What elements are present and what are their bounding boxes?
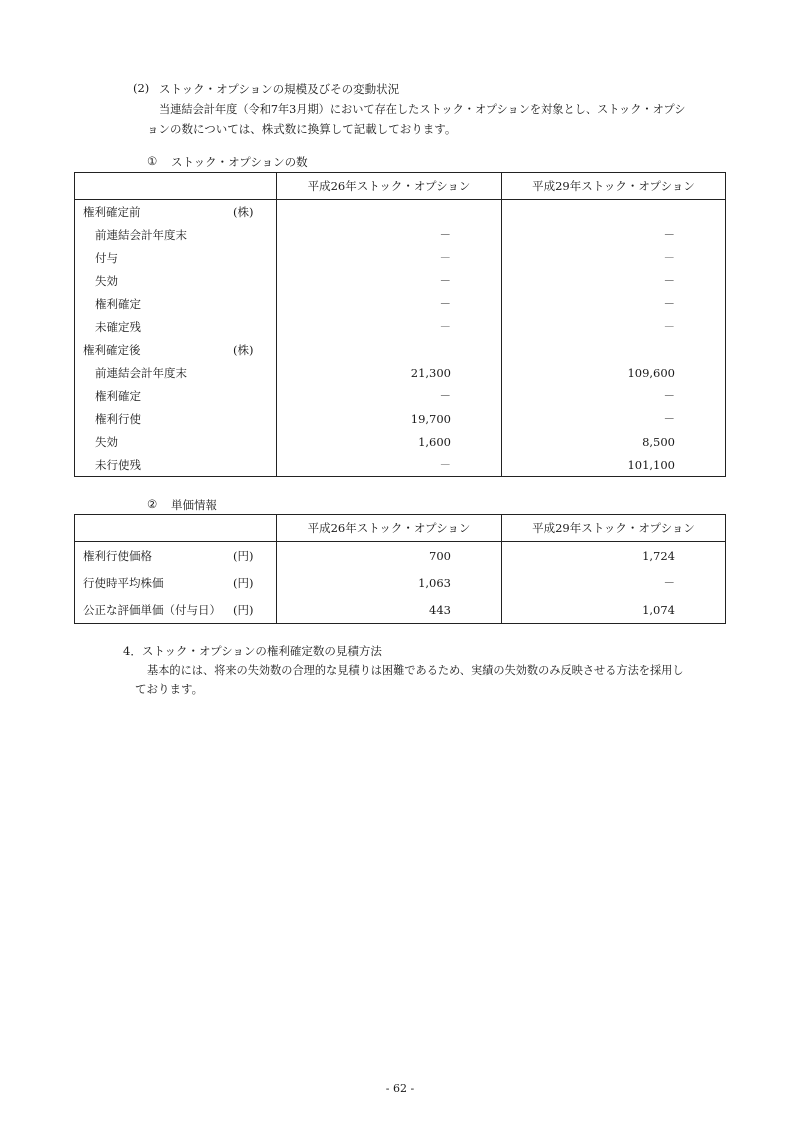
row-label: 権利確定 — [95, 388, 141, 403]
row-label: 前連結会計年度末 — [95, 227, 187, 242]
table2-title-number: ② — [147, 497, 158, 511]
section4-paragraph-line1: 基本的には、将来の失効数の合理的な見積りは困難であるため、実績の失効数のみ反映させる方法を採用し — [147, 664, 684, 677]
table-row — [75, 361, 726, 384]
cell-value: 1,600 — [277, 430, 502, 453]
cell-value: 1,074 — [502, 596, 726, 624]
row-label: 権利行使価格 — [83, 548, 152, 563]
section-paragraph-line1: 当連結会計年度（令和7年3月期）において存在したストック・オプションを対象とし、ストック・オプシ — [159, 103, 686, 116]
table-row — [75, 292, 726, 315]
cell-value — [277, 200, 502, 224]
row-unit: (円) — [233, 602, 254, 617]
row-unit: (円) — [233, 548, 254, 563]
table-row — [75, 596, 726, 624]
cell-value: 19,700 — [277, 407, 502, 430]
row-unit: (株) — [233, 342, 254, 357]
stock-option-count-table — [74, 172, 726, 477]
page-number: - 62 - — [385, 1082, 415, 1095]
row-label: 公正な評価単価（付与日） — [83, 602, 221, 617]
table-row — [75, 223, 726, 246]
table-row — [75, 542, 726, 570]
section4-paragraph-line2: ております。 — [135, 682, 204, 696]
row-label: 前連結会計年度末 — [95, 365, 187, 380]
cell-value: － — [277, 315, 502, 338]
cell-value: 443 — [277, 596, 502, 624]
table-header-row — [75, 515, 726, 542]
row-label: 権利確定前 — [83, 204, 141, 219]
row-label: 権利確定後 — [83, 342, 141, 357]
table-row — [75, 338, 726, 361]
cell-value: － — [502, 269, 726, 292]
row-label: 行使時平均株価 — [83, 575, 164, 590]
cell-value: － — [277, 269, 502, 292]
table-row — [75, 246, 726, 269]
table-row — [75, 453, 726, 477]
header-blank-cell — [75, 515, 277, 542]
row-label: 権利確定 — [95, 296, 141, 311]
unit-price-table — [74, 514, 726, 624]
row-unit: (株) — [233, 204, 254, 219]
table-header-row — [75, 173, 726, 200]
row-unit: (円) — [233, 575, 254, 590]
row-label: 未行使残 — [95, 457, 141, 472]
cell-value: － — [502, 246, 726, 269]
cell-value — [277, 338, 502, 361]
column-header-h26: 平成26年ストック・オプション — [277, 515, 502, 542]
header-blank-cell — [75, 173, 277, 200]
cell-value: 109,600 — [502, 361, 726, 384]
cell-value: － — [277, 453, 502, 477]
table-row — [75, 269, 726, 292]
table-row — [75, 569, 726, 596]
row-label: 失効 — [95, 273, 118, 288]
cell-value: 101,100 — [502, 453, 726, 477]
table-row — [75, 200, 726, 224]
cell-value: － — [502, 223, 726, 246]
row-label: 未確定残 — [95, 319, 141, 334]
column-header-h29: 平成29年ストック・オプション — [502, 173, 726, 200]
cell-value: 21,300 — [277, 361, 502, 384]
table-row — [75, 315, 726, 338]
row-label: 権利行使 — [95, 411, 141, 426]
section-heading: ストック・オプションの規模及びその変動状況 — [159, 82, 400, 96]
cell-value: 1,724 — [502, 542, 726, 570]
section4-heading: 4．ストック・オプションの権利確定数の見積方法 — [123, 644, 382, 658]
column-header-h26: 平成26年ストック・オプション — [277, 173, 502, 200]
cell-value: － — [502, 292, 726, 315]
section-number: (2) — [133, 81, 150, 95]
column-header-h29: 平成29年ストック・オプション — [502, 515, 726, 542]
cell-value: － — [277, 292, 502, 315]
row-label: 失効 — [95, 434, 118, 449]
table-row — [75, 384, 726, 407]
table1-title-number: ① — [147, 154, 158, 168]
table-row — [75, 407, 726, 430]
cell-value: 700 — [277, 542, 502, 570]
cell-value: 8,500 — [502, 430, 726, 453]
cell-value: － — [277, 384, 502, 407]
section-paragraph-line2: ョンの数については、株式数に換算して記載しております。 — [147, 122, 457, 136]
table2-title: 単価情報 — [171, 498, 217, 512]
cell-value: － — [502, 569, 726, 596]
cell-value: － — [277, 246, 502, 269]
table-row — [75, 430, 726, 453]
cell-value: － — [502, 315, 726, 338]
cell-value — [502, 338, 726, 361]
cell-value: － — [502, 384, 726, 407]
table1-title: ストック・オプションの数 — [171, 155, 308, 169]
cell-value: － — [277, 223, 502, 246]
cell-value — [502, 200, 726, 224]
row-label: 付与 — [95, 250, 118, 265]
cell-value: － — [502, 407, 726, 430]
cell-value: 1,063 — [277, 569, 502, 596]
